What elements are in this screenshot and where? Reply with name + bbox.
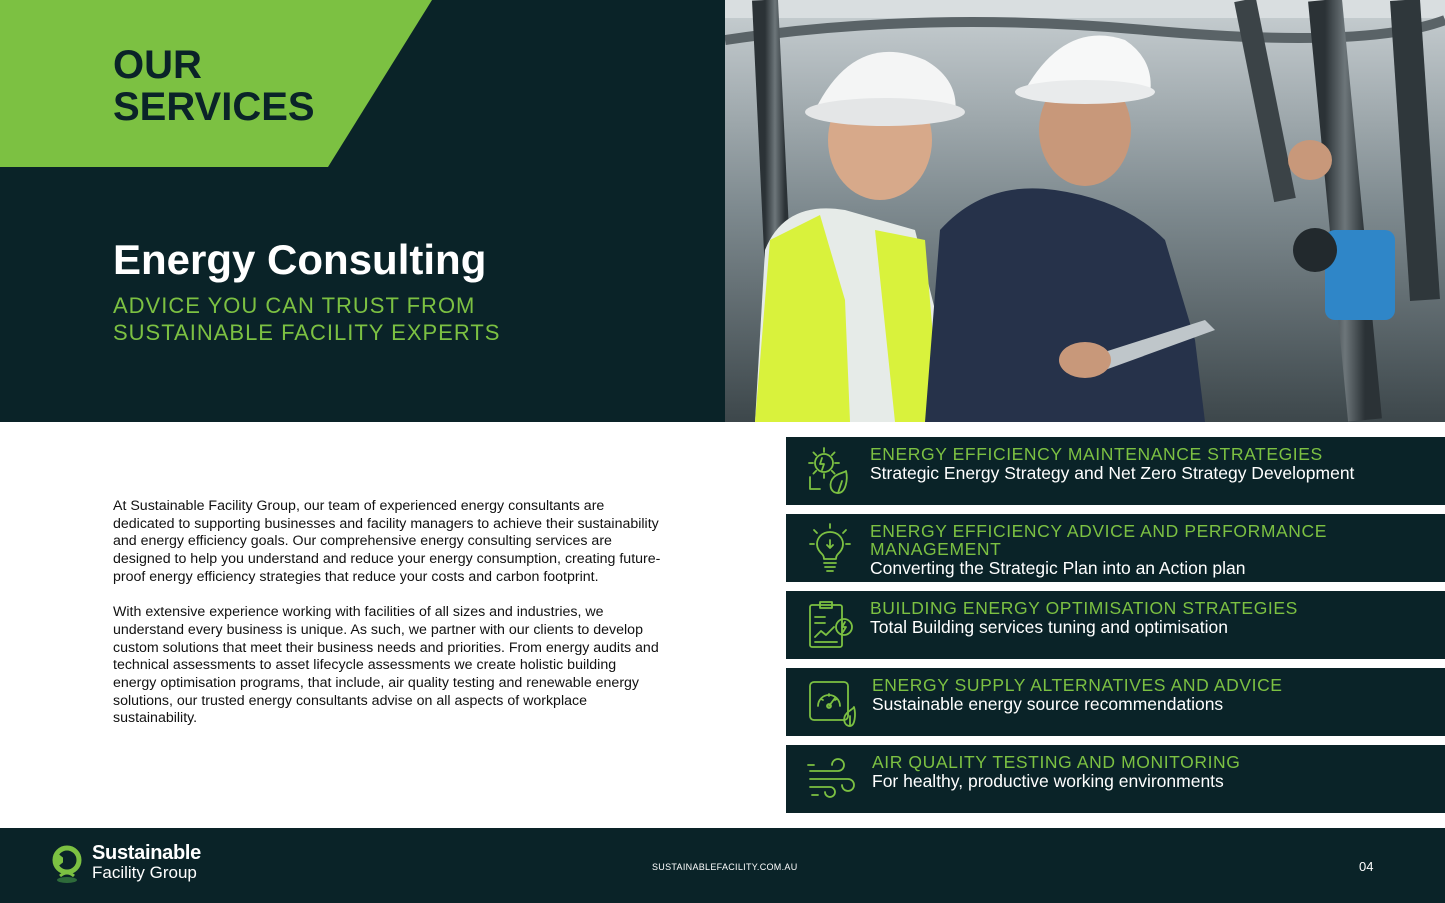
website-link[interactable]: SUSTAINABLEFACILITY.COM.AU: [652, 862, 798, 872]
service-heading: ENERGY SUPPLY ALTERNATIVES AND ADVICE: [872, 675, 1283, 695]
hero-panel: [0, 0, 725, 422]
gauge-leaf-icon: [804, 674, 860, 730]
logo-name: Sustainable: [92, 842, 201, 864]
service-heading: ENERGY EFFICIENCY ADVICE AND PERFORMANCE MANAGEMENT: [870, 521, 1328, 559]
service-description: For healthy, productive working environments: [872, 771, 1224, 791]
page-number: 04: [1359, 859, 1374, 874]
intro-paragraph: At Sustainable Facility Group, our team of experienced energy consultants are dedicated to supporting businesses and facility managers to achieve their sustainability and energy efficiency goals. Our comprehensive energy consulting services are designed to help you understand and reduce your energy consumption, creating future-proof energy efficiency strategies that reduce your costs and carbon footprint.: [113, 498, 661, 585]
engineers-photo-illustration: [725, 0, 1445, 422]
service-card-optimisation-strategies: [786, 591, 1445, 659]
clipboard-chart-icon: [802, 597, 858, 653]
service-card-supply-alternatives: [786, 668, 1445, 736]
service-card-advice-performance: [786, 514, 1445, 582]
logo-mark-icon: [48, 842, 86, 884]
service-title: Energy Consulting: [113, 236, 487, 283]
logo-subtitle: Facility Group: [92, 863, 197, 882]
service-heading: BUILDING ENERGY OPTIMISATION STRATEGIES: [870, 598, 1298, 618]
wind-icon: [804, 751, 860, 807]
gear-leaf-icon: [802, 443, 858, 499]
hero-photo: [725, 0, 1445, 422]
service-heading: ENERGY EFFICIENCY MAINTENANCE STRATEGIES: [870, 444, 1323, 464]
footer: [0, 828, 1445, 903]
service-card-maintenance-strategies: [786, 437, 1445, 505]
service-description: Sustainable energy source recommendations: [872, 694, 1224, 714]
service-card-air-quality: [786, 745, 1445, 813]
section-title: OUR SERVICES: [113, 43, 315, 129]
service-description: Total Building services tuning and optimisation: [870, 617, 1228, 637]
body-copy: [113, 498, 663, 746]
service-description: Strategic Energy Strategy and Net Zero Strategy Development: [870, 463, 1355, 483]
service-description: Converting the Strategic Plan into an Action plan: [870, 558, 1246, 578]
service-subtitle: ADVICE YOU CAN TRUST FROM SUSTAINABLE FACILITY EXPERTS: [113, 293, 501, 345]
lightbulb-icon: [802, 520, 858, 576]
service-heading: AIR QUALITY TESTING AND MONITORING: [872, 752, 1241, 772]
experience-paragraph: With extensive experience working with facilities of all sizes and industries, we understand every business is unique. As such, we partner with our clients to develop custom solutions that meet their business needs and priorities. From energy audits and technical assessments to asset lifecycle assessments we create holistic building energy optimisation programs, that include, air quality testing and renewable energy solutions, our trusted energy consultants advise on all aspects of workplace sustainability.: [113, 604, 659, 727]
